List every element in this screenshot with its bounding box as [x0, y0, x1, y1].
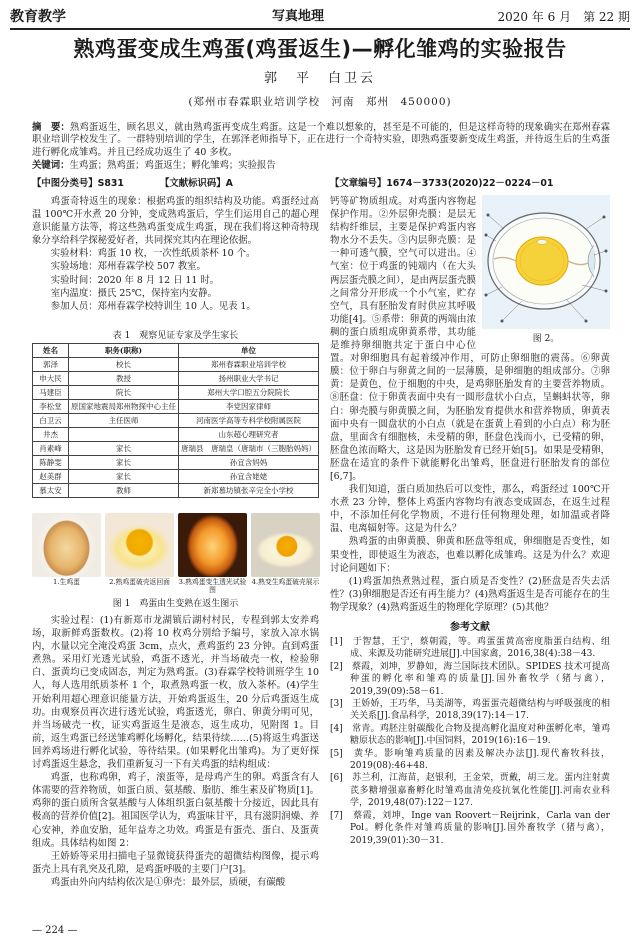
table-row: [33, 470, 319, 484]
references: [330, 620, 610, 847]
photo-raw-egg: [32, 513, 101, 577]
table-cell: 山东超心理研究者: [179, 428, 319, 442]
table-cell: 教师: [69, 484, 179, 498]
table-row: [33, 428, 319, 442]
table-row: [33, 414, 319, 428]
clc-code: 【中图分类号】S831: [32, 178, 124, 189]
table-cell: [69, 428, 179, 442]
table-header-row: [33, 344, 319, 358]
table-header: 职务(职称): [69, 344, 179, 358]
table-cell: 院长: [69, 386, 179, 400]
table-cell: 白卫云: [33, 414, 69, 428]
reference-item: [5] 黄华。影响雏鸡质量的因素及解决办法[J].现代畜牧科技，2019(08):46+48.: [330, 748, 610, 772]
table-row: [33, 372, 319, 386]
table-1: [32, 343, 319, 498]
running-header: [10, 7, 630, 27]
table-cell: 孙宜含姥姥: [179, 470, 319, 484]
table-cell: 家长: [69, 470, 179, 484]
photo-caption: 1.生鸡蛋: [53, 578, 80, 586]
keywords-text: 生鸡蛋；熟鸡蛋；鸡蛋返生；孵化雏鸡；实验报告: [69, 160, 276, 171]
table-cell: 慕太安: [33, 484, 69, 498]
table-cell: 校长: [69, 358, 179, 372]
table-row: [33, 358, 319, 372]
body-paragraph: 鸡蛋由外向内结构依次是①卵壳：最外层，质硬，有碳酸: [50, 876, 286, 888]
intro-line: 参加人员：郑州春霖学校特训生 10 人。见表 1。: [50, 300, 256, 312]
figure-2-caption: 图 2。: [532, 334, 560, 345]
table-row: [33, 456, 319, 470]
body-paragraph: 鸡蛋，也称鸡卵，鸡子，滚蛋等，是母鸡产生的卵。鸡蛋含有人体需要的营养物质，如蛋白质、氨基酸、脂肪、维生素及矿物质[1]。鸡卵的蛋白质所含氨基酸与人体组织蛋白氨基酸十分接近，因此具有极高的营养价值[2]。祖国医学认为，鸡蛋味甘平，具有滋阴润燥、养心安神，养血安胎，延年益寿之功效。鸡蛋是有蛋壳、蛋白、及蛋黄组成。具体结构如图 2：: [32, 772, 319, 849]
photo-caption: 3.熟鸡蛋变生透光试验图: [178, 578, 247, 594]
table-cell: 郭泽: [33, 358, 69, 372]
article-title: 熟鸡蛋变成生鸡蛋(鸡蛋返生)—孵化雏鸡的实验报告: [73, 37, 567, 61]
table-cell: 赵美群: [33, 470, 69, 484]
article-number: 【文章编号】1674－3733(2020)22－0224－01: [330, 178, 554, 189]
table-cell: 孙宜含妈妈: [179, 456, 319, 470]
table-cell: 家长: [69, 442, 179, 456]
intro-line: 实验时间：2020 年 8 月 12 日 11 时。: [50, 274, 220, 286]
table-cell: 陈静雯: [33, 456, 69, 470]
reference-item: [3] 王娇娇，王巧华，马美湖等，鸡蛋蛋壳超微结构与呼吸强度的相关关系[J].食品科学，2018,39(17):14－17.: [330, 699, 610, 722]
reference-item: [7] 蔡霞，刘坤，Inge van Roovert－Reijrink，Carla van der Pol。孵化条件对雏鸡质量的影响[J].国外畜牧学（猪与禽），2019,39(01):30－31.: [330, 810, 610, 846]
egg-structure-diagram: [482, 195, 610, 329]
article-affiliation: (郑州市春霖职业培训学校 河南 郑州 450000): [188, 96, 452, 108]
intro-line: 室内温度：摄氏 25℃，保持室内安静。: [50, 287, 217, 299]
intro-line: 实验场地：郑州春霖学校 507 教室。: [50, 261, 206, 273]
article-authors: 郭 平 白卫云: [263, 71, 376, 86]
header-rule: [10, 28, 630, 30]
body-paragraph: 实验过程：(1)有新郑市龙湖镇后湖村村民，专程到郭太安养鸡场，取新鲜鸡蛋数枚。(2)将 10 枚鸡分别给予编号，家放入凉水锅内，水量以完全淹没鸡蛋 3cm，点火，煮鸡蛋约 23 分钟。直到鸡蛋煮熟。采用灯光透光试验，鸡蛋不透光，并当场破壳一枚，检验卵白、蛋黄均已变成固态，判定为熟鸡蛋。(3)春霖学校特训班学生 10 人，每人选用纸质茶杯 1 个，取煮熟鸡蛋一枚，放入茶杯。(4)学生开始利用超心理意识能量方法，开始鸡蛋返生，20 分后鸡蛋返生成功。由观察员再次进行透光试验，鸡蛋透光，卵白、卵黄分明可见，并当场破壳一枚，证实鸡蛋返生是液态，返生成功，见附图 1。目前，返生鸡蛋已经送雏鸡孵化场孵化，结果待续……(5)将返生鸡蛋送回养鸡场进行孵化试验，等待结果。(如果孵化出雏鸡)。为了更好探讨鸡蛋返生悬念，我们重新复习一下有关鸡蛋的结构组成：: [32, 615, 319, 771]
right-column: [330, 195, 610, 847]
keywords-label: 关键词：: [32, 160, 70, 171]
intro-paragraph: 鸡蛋奇特返生的现象：根据鸡蛋的组织结构及功能。鸡蛋经过高温 100℃开水煮 20 分钟，变成熟鸡蛋后，学生们运用自己的超心理意识能量方法等，将这些熟鸡蛋变成生鸡蛋，现在我们将这种奇特现象分享给科学探秘爱好者，共同探究其内在理论依据。: [32, 196, 319, 247]
table-cell: 新郑慕坊镇张辛完全小学校: [179, 484, 319, 498]
left-intro: [32, 195, 319, 313]
reference-item: [1] 于智慧，王宁，蔡朝霞，等。鸡蛋蛋黄高密度脂蛋白结构、组成、来源及功能研究进展[J].中国家禽，2016,38(4):38－43.: [330, 637, 610, 660]
references-title: 参考文献: [450, 622, 490, 633]
reference-item: [2] 蔡霞，刘坤，罗静如，海兰国际技术团队。SPIDES 技术可提高种蛋的孵化率和雏鸡的质量[J].国外畜牧学（猪与禽），2019,39(09):58－61.: [330, 661, 610, 697]
table-cell: 家长: [69, 456, 179, 470]
table-row: [33, 400, 319, 414]
table-cell: 李党因家律师: [179, 400, 319, 414]
structure-description: 钙等矿物质组成。对鸡蛋内容物起保护作用。②外层卵壳膜：是层无结构纤维层，主要是保护鸡蛋内容物水分不丢失。③内层卵壳膜：是一种可透气膜，空气可以进出。④气室：位于鸡蛋的钝端内（在大头两层蛋壳膜之间），是由两层蛋壳膜之间常分开形成一个小气室，贮存空气，具有胚胎发育时供应其呼吸功能[4]。⑤系带：卵黄的两端由浓稠的蛋白质组成卵黄系带，其功能是维持卵细胞共定于蛋白中心位置。对卵细胞具有起着缓冲作用，可防止卵细胞的震荡。⑥卵黄膜：位于卵白与卵黄之间的一层薄膜，是卵细胞的组成部分。⑦卵黄：是黄色，位于细胞的中央，是鸡卵胚胎发育的主要营养物质。⑧胚盘：位于卵黄表面中央有一圆形盘状小白点，呈蝌蚪状等，卵白：卵壳膜与卵黄膜之间，为胚胎发育提供水和营养物质，卵黄表面中央有一圆盘状的小白点（就是在蛋黄上看到的小白点）称为胚盘，里面含有细胞核，未受精的卵，胚盘色浅而小，已受精的卵，胚盘色浓而略大，这是因为胚胎发育已经开始[5]。如果是受精卵，胚盘在适宜的条件下就能孵化出雏鸡，胚盘进行胚胎发育的部位[6,7]。: [330, 196, 610, 482]
photo-cooked-egg-cup: [105, 513, 174, 577]
discussion-paragraph: 我们知道，蛋白质加热后可以变性，那么，鸡蛋经过 100℃开水煮 23 分钟，整体上鸡蛋内容物均有液态变成固态，在返生过程中，不添加任何化学物质，不进行任何物理处理，如加温或者降温、电离辐射等。这是为什么？: [330, 484, 610, 535]
table-cell: 井杰: [33, 428, 69, 442]
table-row: [33, 484, 319, 498]
questions-paragraph: (1)鸡蛋加热煮熟过程，蛋白质是否变性？(2)胚盘是否失去活性？(3)卵细胞是否还有再生能力？(4)熟鸡蛋返生是否可能存在的生物学现象？(4)熟鸡蛋返生的物理化学原理？(5)其他？: [330, 575, 610, 613]
table-cell: 郑州春霖职业培训学校: [179, 358, 319, 372]
reference-item: [6] 苏兰利，江海苗，赵银利，王金荣，贾戴，胡三龙。蛋内注射黄芪多糖增强嘉畜孵化时雏鸡血清免疫抗氧化性能[J].河南农业科学，2019,48(07):122－127.: [330, 773, 610, 809]
photo-caption: 2.熟鸡蛋破壳返回面: [109, 578, 170, 586]
abstract-label: 摘 要：: [32, 122, 70, 133]
magazine-name: 写真地理: [272, 9, 325, 24]
figure-1-caption: 图 1 鸡蛋由生变熟在返生图示: [112, 599, 239, 609]
table-header: 单位: [179, 344, 319, 358]
body-paragraph: 王娇娇等采用扫描电子显微镜获得蛋壳的超微结构图像，提示鸡蛋壳上具有乳突及孔隙，是鸡蛋呼吸的主要门户[3]。: [32, 850, 319, 875]
table-caption: 表 1 观察见证专家及学生家长: [112, 331, 239, 341]
doc-code: 【文献标识码】A: [160, 178, 233, 189]
table-cell: 马建臣: [33, 386, 69, 400]
left-body: [32, 614, 319, 889]
discussion-paragraph: 熟鸡蛋的由卵黄膜、卵黄和胚盘等组成，卵细胞是否变性，如果变性，即使返生为液态，也难以孵化成雏鸡。这是为什么？欢迎讨论问题如下：: [330, 536, 610, 574]
photo-broken-egg: [251, 513, 320, 577]
abstract: [32, 122, 610, 159]
witness-table: [32, 343, 319, 498]
table-row: [33, 386, 319, 400]
page-number: — 224 —: [32, 925, 78, 936]
figure-1-photos: [32, 513, 319, 593]
keywords: [32, 160, 610, 172]
photo-light-test: [178, 513, 247, 577]
table-cell: 郑州大学口腔五分院院长: [179, 386, 319, 400]
figure-2: [482, 195, 610, 343]
table-cell: 李松堂: [33, 400, 69, 414]
table-cell: 申大民: [33, 372, 69, 386]
table-cell: 肖素峰: [33, 442, 69, 456]
table-cell: 扬州职业大学书记: [179, 372, 319, 386]
table-cell: 主任医师: [69, 414, 179, 428]
issue-info: 2020 年 6 月 第 22 期: [497, 10, 630, 24]
abstract-text: 熟鸡蛋返生，顾名思义，就由熟鸡蛋再变成生鸡蛋。这是一个难以想象的，甚至是不可能的，但是这样奇特的现象确实在郑州春霖职业培训学校发生了。一群特别培训的学生，在郭泽老师指导下，正在进行一个奇特实验，即熟鸡蛋要新变成生鸡蛋，并待返生后的生鸡蛋进行孵化成雏鸡。并且已经成功返生了 40 多枚。: [32, 122, 610, 158]
reference-item: [4] 常青。鸡胚注射碳酸化合物及提高孵化温度对种蛋孵化率，雏鸡糖原状态的影响[J].中国饲料，2019(16):16－19.: [330, 723, 610, 747]
table-cell: 教授: [69, 372, 179, 386]
table-header: 姓名: [33, 344, 69, 358]
journal-section: 教育教学: [10, 9, 66, 25]
table-cell: 原国家地震局郑州物探中心主任: [69, 400, 179, 414]
table-cell: 唐瑞县 唐瑞皇（唐瑞市（三胞胎妈妈）: [179, 442, 319, 456]
intro-line: 实验材料：鸡蛋 10 枚，一次性纸质茶杯 10 个。: [50, 248, 256, 260]
photo-caption: 4.熟变生鸡蛋破壳展示: [251, 578, 320, 586]
table-row: [33, 442, 319, 456]
table-cell: 河南医学高等专科学校附属医院: [179, 414, 319, 428]
